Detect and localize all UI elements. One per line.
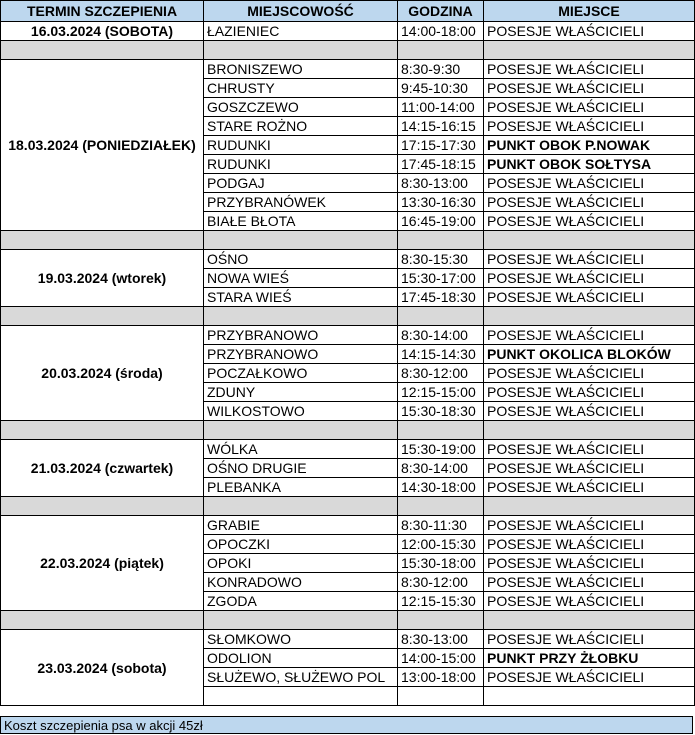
empty-cell [204,421,398,440]
place-cell: RUDUNKI [204,155,398,174]
time-cell: 14:15-16:15 [398,117,484,136]
schedule-body [1,22,695,706]
place-cell: BIAŁE BŁOTA [204,212,398,231]
separator-row [1,231,695,250]
time-cell: 11:00-14:00 [398,98,484,117]
location-cell: POSESJE WŁAŚCICIELI [484,402,695,421]
empty-cell [204,307,398,326]
location-cell: POSESJE WŁAŚCICIELI [484,22,695,41]
empty-cell [484,41,695,60]
empty-cell [398,41,484,60]
place-cell: GRABIE [204,516,398,535]
place-cell: POCZAŁKOWO [204,364,398,383]
place-cell: RUDUNKI [204,136,398,155]
location-cell: POSESJE WŁAŚCICIELI [484,60,695,79]
location-cell: POSESJE WŁAŚCICIELI [484,478,695,497]
empty-cell [484,307,695,326]
time-cell: 8:30-15:30 [398,250,484,269]
time-cell: 14:30-18:00 [398,478,484,497]
time-cell: 8:30-14:00 [398,459,484,478]
footer-note: Koszt szczepienia psa w akcji 45zł [0,716,693,734]
table-row [1,630,695,649]
table-row [1,250,695,269]
empty-cell [1,307,204,326]
date-cell: 18.03.2024 (PONIEDZIAŁEK) [1,60,204,231]
empty-cell [1,41,204,60]
location-cell: POSESJE WŁAŚCICIELI [484,440,695,459]
location-cell: POSESJE WŁAŚCICIELI [484,459,695,478]
location-cell: POSESJE WŁAŚCICIELI [484,516,695,535]
empty-cell [204,687,398,706]
time-cell: 15:30-18:00 [398,554,484,573]
location-cell: POSESJE WŁAŚCICIELI [484,117,695,136]
location-cell: POSESJE WŁAŚCICIELI [484,193,695,212]
time-cell: 9:45-10:30 [398,79,484,98]
empty-cell [204,611,398,630]
location-cell: POSESJE WŁAŚCICIELI [484,212,695,231]
time-cell: 15:30-19:00 [398,440,484,459]
date-cell: 20.03.2024 (środa) [1,326,204,421]
separator-row [1,307,695,326]
empty-cell [1,611,204,630]
place-cell: ZDUNY [204,383,398,402]
header-termin: TERMIN SZCZEPIENIA [1,1,204,22]
place-cell: GOSZCZEWO [204,98,398,117]
location-cell: PUNKT OKOLICA BLOKÓW [484,345,695,364]
time-cell: 17:15-17:30 [398,136,484,155]
place-cell: ŁAZIENIEC [204,22,398,41]
place-cell: PRZYBRANOWO [204,326,398,345]
place-cell: PLEBANKA [204,478,398,497]
location-cell: POSESJE WŁAŚCICIELI [484,326,695,345]
separator-row [1,421,695,440]
table-row [1,60,695,79]
time-cell: 12:00-15:30 [398,535,484,554]
time-cell: 12:15-15:00 [398,383,484,402]
header-godzina: GODZINA [398,1,484,22]
time-cell: 12:15-15:30 [398,592,484,611]
time-cell: 17:45-18:15 [398,155,484,174]
empty-cell [204,497,398,516]
location-cell: POSESJE WŁAŚCICIELI [484,98,695,117]
place-cell: ZGODA [204,592,398,611]
date-cell: 21.03.2024 (czwartek) [1,440,204,497]
time-cell: 14:00-15:00 [398,649,484,668]
place-cell: OPOCZKI [204,535,398,554]
location-cell: POSESJE WŁAŚCICIELI [484,269,695,288]
place-cell: NOWA WIEŚ [204,269,398,288]
location-cell: POSESJE WŁAŚCICIELI [484,668,695,687]
time-cell: 15:30-17:00 [398,269,484,288]
place-cell: PRZYBRANOWO [204,345,398,364]
location-cell: POSESJE WŁAŚCICIELI [484,79,695,98]
header-row [1,1,695,22]
time-cell: 8:30-12:00 [398,573,484,592]
date-cell: 16.03.2024 (SOBOTA) [1,22,204,41]
place-cell: STARA WIEŚ [204,288,398,307]
place-cell: PRZYBRANÓWEK [204,193,398,212]
table-row [1,440,695,459]
empty-cell [484,497,695,516]
location-cell: POSESJE WŁAŚCICIELI [484,288,695,307]
place-cell: OŚNO [204,250,398,269]
location-cell: POSESJE WŁAŚCICIELI [484,383,695,402]
time-cell: 17:45-18:30 [398,288,484,307]
time-cell: 8:30-12:00 [398,364,484,383]
separator-row [1,41,695,60]
empty-cell [398,687,484,706]
empty-cell [484,687,695,706]
place-cell: KONRADOWO [204,573,398,592]
place-cell: CHRUSTY [204,79,398,98]
place-cell: SŁUŻEWO, SŁUŻEWO POL [204,668,398,687]
empty-cell [484,231,695,250]
empty-cell [398,231,484,250]
time-cell: 13:00-18:00 [398,668,484,687]
time-cell: 8:30-13:00 [398,174,484,193]
empty-cell [398,497,484,516]
empty-cell [484,611,695,630]
time-cell: 8:30-13:00 [398,630,484,649]
time-cell: 8:30-9:30 [398,60,484,79]
place-cell: OPOKI [204,554,398,573]
date-cell: 23.03.2024 (sobota) [1,630,204,706]
place-cell: WÓLKA [204,440,398,459]
location-cell: POSESJE WŁAŚCICIELI [484,250,695,269]
header-miejscowosc: MIEJSCOWOŚĆ [204,1,398,22]
time-cell: 14:00-18:00 [398,22,484,41]
empty-cell [398,421,484,440]
empty-cell [484,421,695,440]
location-cell: POSESJE WŁAŚCICIELI [484,364,695,383]
time-cell: 13:30-16:30 [398,193,484,212]
place-cell: STARE ROŻNO [204,117,398,136]
location-cell: POSESJE WŁAŚCICIELI [484,554,695,573]
empty-cell [1,231,204,250]
empty-cell [204,231,398,250]
separator-row [1,611,695,630]
place-cell: WILKOSTOWO [204,402,398,421]
time-cell: 8:30-14:00 [398,326,484,345]
location-cell: PUNKT OBOK P.NOWAK [484,136,695,155]
location-cell: PUNKT PRZY ŻŁOBKU [484,649,695,668]
location-cell: POSESJE WŁAŚCICIELI [484,592,695,611]
time-cell: 15:30-18:30 [398,402,484,421]
place-cell: BRONISZEWO [204,60,398,79]
place-cell: SŁOMKOWO [204,630,398,649]
date-cell: 19.03.2024 (wtorek) [1,250,204,307]
place-cell: ODOLION [204,649,398,668]
place-cell: OŚNO DRUGIE [204,459,398,478]
date-cell: 22.03.2024 (piątek) [1,516,204,611]
location-cell: PUNKT OBOK SOŁTYSA [484,155,695,174]
place-cell: PODGAJ [204,174,398,193]
location-cell: POSESJE WŁAŚCICIELI [484,630,695,649]
table-row [1,22,695,41]
location-cell: POSESJE WŁAŚCICIELI [484,573,695,592]
separator-row [1,497,695,516]
time-cell: 8:30-11:30 [398,516,484,535]
empty-cell [398,611,484,630]
time-cell: 14:15-14:30 [398,345,484,364]
empty-cell [1,421,204,440]
empty-cell [204,41,398,60]
empty-cell [1,497,204,516]
location-cell: POSESJE WŁAŚCICIELI [484,174,695,193]
header-miejsce: MIEJSCE [484,1,695,22]
location-cell: POSESJE WŁAŚCICIELI [484,535,695,554]
table-row [1,326,695,345]
table-row [1,516,695,535]
empty-cell [398,307,484,326]
time-cell: 16:45-19:00 [398,212,484,231]
